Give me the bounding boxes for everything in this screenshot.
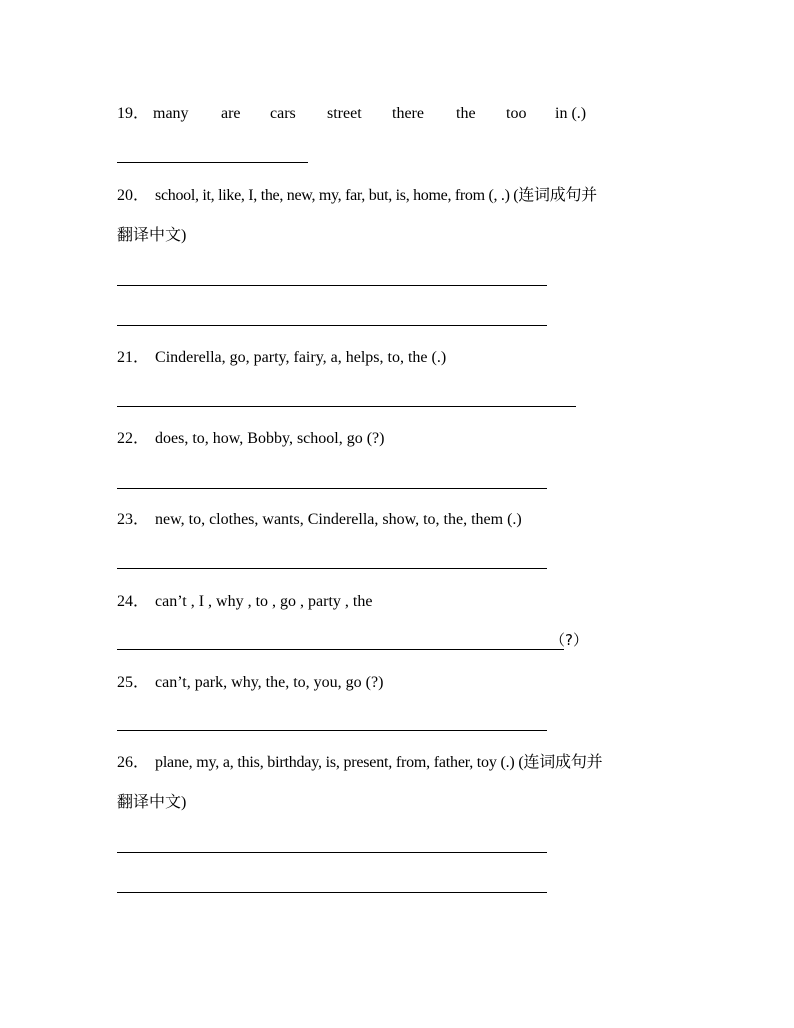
question-text: 翻译中文) — [117, 794, 187, 811]
question-23 — [117, 510, 522, 530]
question-text: new, to, clothes, wants, Cinderella, show, to, the, them (.) — [155, 511, 522, 528]
question-text: does, to, how, Bobby, school, go (?) — [155, 430, 385, 447]
question-text: can’t, park, why, the, to, you, go (?) — [155, 674, 384, 691]
word: many — [153, 105, 189, 122]
question-20-continued — [117, 226, 186, 246]
answer-line[interactable] — [117, 649, 564, 650]
word: in (.) — [555, 105, 587, 122]
answer-line[interactable] — [117, 406, 576, 407]
answer-line[interactable] — [117, 325, 547, 326]
word: too — [506, 105, 527, 122]
question-number: 24． — [117, 593, 150, 610]
question-text: plane, my, a, this, birthday, is, present, from, father, toy (.) (连词成句并 — [155, 754, 603, 771]
question-22 — [117, 429, 384, 449]
answer-line[interactable] — [117, 852, 547, 853]
question-number: 20． — [117, 187, 150, 204]
word: cars — [270, 105, 296, 122]
answer-line[interactable] — [117, 162, 308, 163]
question-19 — [117, 104, 587, 124]
question-26-continued — [117, 793, 186, 813]
question-25 — [117, 673, 383, 693]
word: the — [456, 105, 476, 122]
question-number: 19． — [117, 105, 150, 122]
question-text: school, it, like, I, the, new, my, far, but, is, home, from (, .) (连词成句并 — [155, 187, 597, 204]
answer-line[interactable] — [117, 892, 547, 893]
question-number: 22． — [117, 430, 150, 447]
word: there — [392, 105, 424, 122]
question-number: 25． — [117, 674, 150, 691]
word: street — [327, 105, 362, 122]
question-24 — [117, 592, 372, 612]
question-number: 26． — [117, 754, 150, 771]
question-number: 21． — [117, 349, 150, 366]
question-26 — [117, 753, 602, 773]
question-text: Cinderella, go, party, fairy, a, helps, to, the (.) — [155, 349, 447, 366]
question-mark-parentheses: （?） — [550, 631, 588, 649]
answer-line[interactable] — [117, 488, 547, 489]
word: are — [221, 105, 241, 122]
answer-line[interactable] — [117, 285, 547, 286]
question-text: 翻译中文) — [117, 227, 187, 244]
answer-line[interactable] — [117, 730, 547, 731]
question-20 — [117, 186, 597, 206]
answer-line[interactable] — [117, 568, 547, 569]
question-number: 23． — [117, 511, 150, 528]
question-text: can’t , I , why , to , go , party , the — [155, 593, 373, 610]
question-21 — [117, 348, 446, 368]
